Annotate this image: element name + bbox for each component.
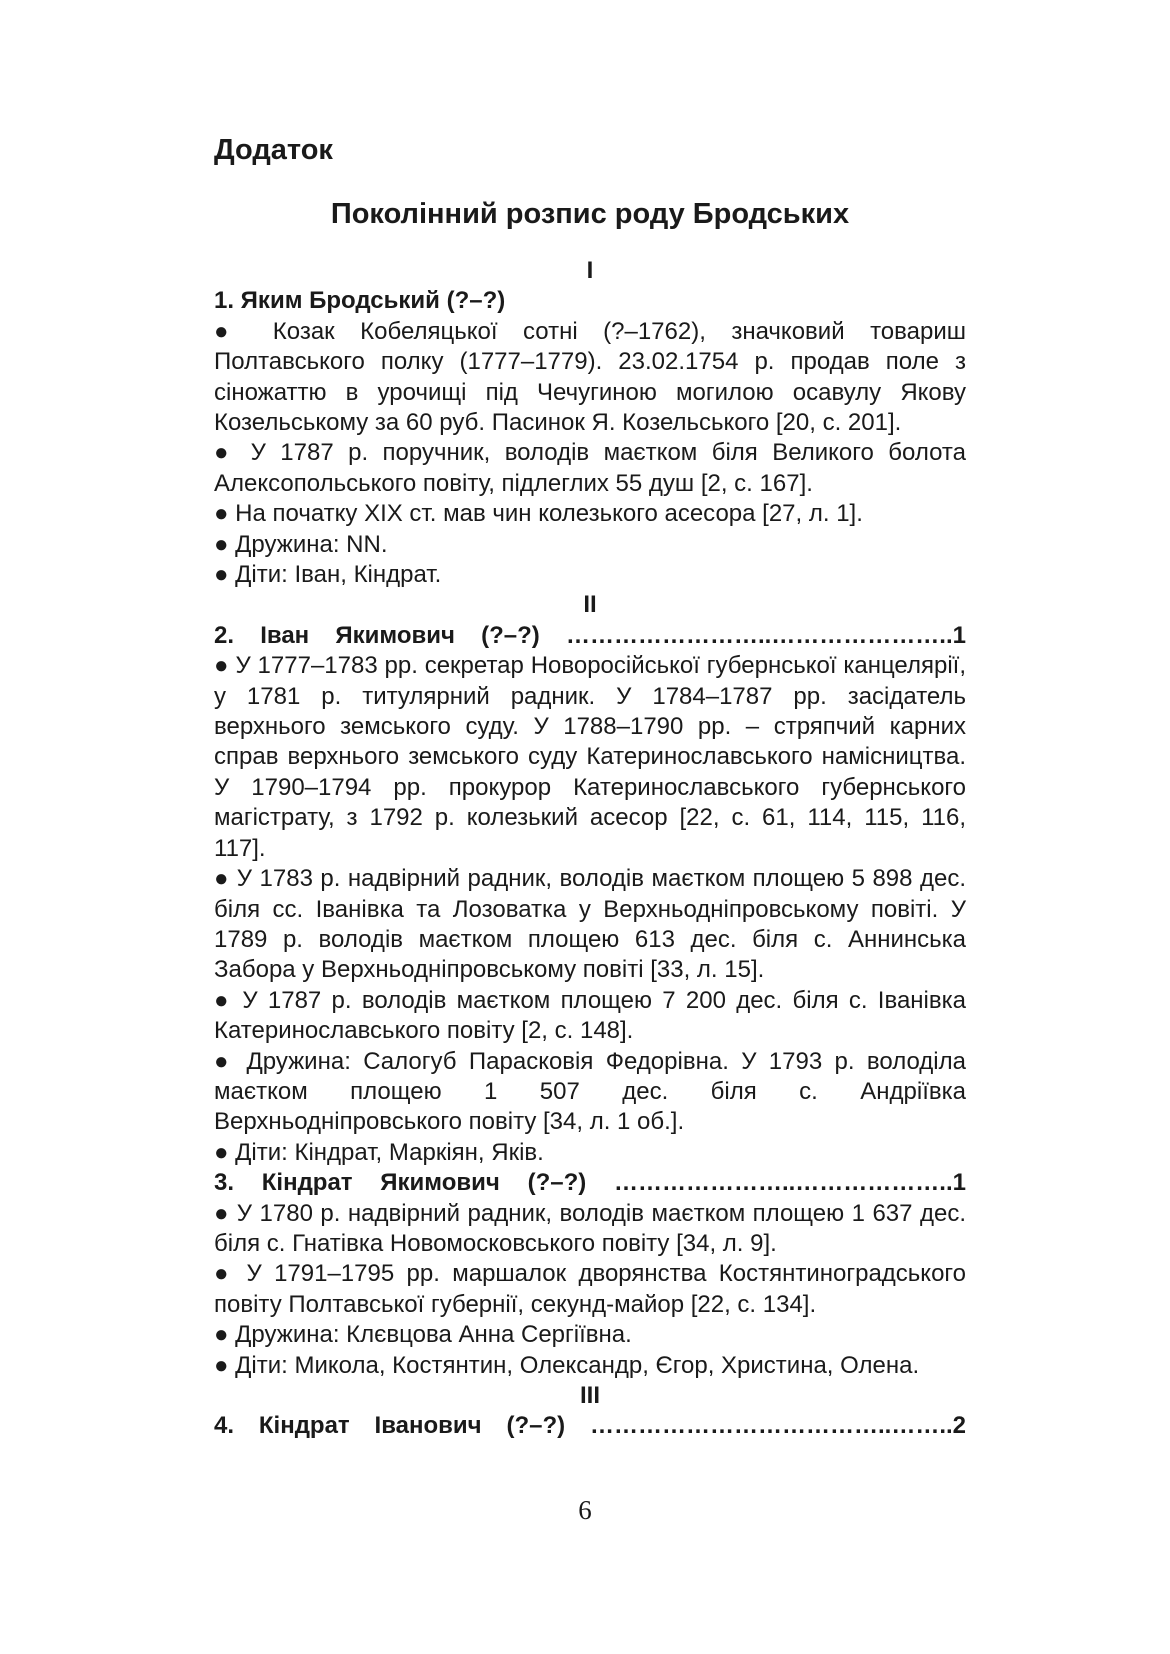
generation-numeral: II [583, 591, 597, 619]
person-fact: ● Козак Кобеляцької сотні (?–1762), значковий товариш Полтавського полку (1777–1779). 23.02.1754 р. продав поле з сіножаттю в урочищі під Чечугиною могилою осавулу Якову Козельському за 60 руб. Пасинок Я. Козельського [20, с. 201]. [214, 317, 966, 437]
person-heading: 3. Кіндрат Якимович (?–?) …………………..………………..1 [214, 1169, 966, 1197]
person-fact: ● У 1780 р. надвірний радник, володів маєтком площею 1 637 дес. біля с. Гнатівка Новомосковського повіту [34, л. 9]. [214, 1199, 966, 1257]
person-fact: ● У 1791–1795 рр. маршалок дворянства Костянтиноградського повіту Полтавської губернії, секунд-майор [22, с. 134]. [214, 1260, 966, 1318]
person-fact: ● Діти: Микола, Костянтин, Олександр, Єгор, Христина, Олена. [214, 1351, 920, 1379]
person-fact: ● У 1777–1783 рр. секретар Новоросійської губернської канцелярії, у 1781 р. титулярний радник. У 1784–1787 рр. засідатель верхнього земського суду. У 1788–1790 рр. – стряпчий карних справ верхнього земського суду Катеринославського намісництва. У 1790–1794 рр. прокурор Катеринославського губернського магістрату, з 1792 р. колезький асесор [22, с. 61, 114, 115, 116, 117]. [214, 652, 966, 862]
document-title: Поколінний розпис роду Бродських [330, 198, 850, 230]
person-heading: 4. Кіндрат Іванович (?–?) ………………………………..……..2 [214, 1412, 966, 1440]
page-number: 6 [578, 1495, 592, 1525]
person-fact: ● Дружина: Клєвцова Анна Сергіївна. [214, 1321, 632, 1349]
person-heading: 1. Яким Бродський (?–?) [214, 287, 506, 315]
person-heading: 2. Іван Якимович (?–?) ……………………..…………………..1 [214, 621, 966, 649]
person-fact: ● На початку ХІХ ст. мав чин колезького асесора [27, л. 1]. [214, 500, 863, 528]
person-fact: ● Діти: Іван, Кіндрат. [214, 561, 442, 589]
section-heading: Додаток [214, 134, 333, 166]
person-fact: ● Дружина: NN. [214, 530, 388, 558]
person-fact: ● У 1787 р. володів маєтком площею 7 200 дес. біля с. Іванівка Катеринославського повіту [2, с. 148]. [214, 986, 966, 1045]
generation-numeral: III [579, 1382, 600, 1409]
person-fact: ● У 1787 р. поручник, володів маєтком біля Великого болота Алексопольського повіту, підлеглих 55 душ [2, с. 167]. [214, 439, 966, 497]
generation-numeral: I [586, 257, 594, 284]
person-fact: ● Діти: Кіндрат, Маркіян, Яків. [214, 1138, 544, 1166]
person-fact: ● Дружина: Салогуб Парасковія Федорівна. У 1793 р. володіла маєтком площею 1 507 дес. біля с. Андріївка Верхньодніпровського повіту [34, л. 1 об.]. [214, 1047, 966, 1136]
genealogy-content [214, 256, 966, 1442]
person-fact: ● У 1783 р. надвірний радник, володів маєтком площею 5 898 дес. біля сс. Іванівка та Лозоватка у Верхньодніпровському повіті. У 1789 р. володів маєтком площею 613 дес. біля с. Аннинська Забора у Верхньодніпровському повіті [33, л. 15]. [214, 865, 966, 984]
